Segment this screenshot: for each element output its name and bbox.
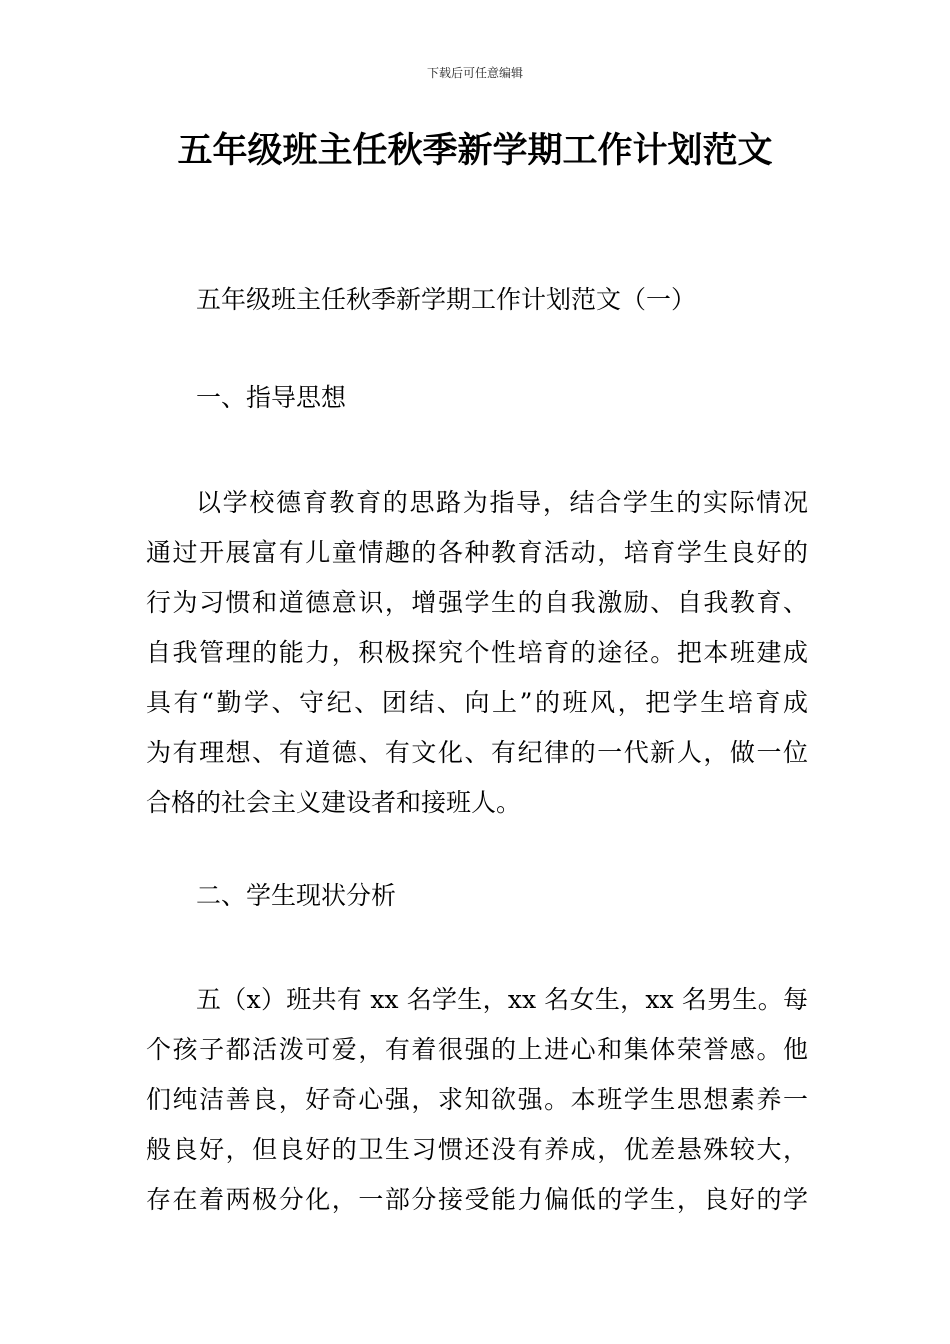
paragraph-line: 们纯洁善良，好奇心强，求知欲强。本班学生思想素养一: [146, 1085, 808, 1114]
section-paragraph-student-analysis: [146, 975, 808, 1225]
paragraph-line: 以学校德育教育的思路为指导，结合学生的实际情况: [196, 488, 808, 517]
paragraph-line: 合格的社会主义建设者和接班人。: [146, 788, 522, 817]
paragraph-line: 具有“勤学、守纪、团结、向上”的班风，把学生培育成: [146, 688, 808, 717]
paragraph-line: 五（x）班共有 xx 名学生，xx 名女生，xx 名男生。每: [196, 985, 808, 1014]
document-title: 五年级班主任秋季新学期工作计划范文: [177, 131, 773, 171]
paragraph-line: 般良好，但良好的卫生习惯还没有养成，优差悬殊较大，: [146, 1135, 808, 1164]
section-paragraph-guiding-ideology: [146, 478, 808, 828]
paragraph-line: 行为习惯和道德意识，增强学生的自我激励、自我教育、: [146, 588, 808, 617]
paragraph-line: 个孩子都活泼可爱，有着很强的上进心和集体荣誉感。他: [146, 1035, 808, 1064]
document-subtitle: 五年级班主任秋季新学期工作计划范文（一）: [196, 285, 697, 314]
paragraph-line: 自我管理的能力，积极探究个性培育的途径。把本班建成: [146, 638, 808, 667]
paragraph-line: 通过开展富有儿童情趣的各种教育活动，培育学生良好的: [146, 538, 808, 567]
section-heading-guiding-ideology: 一、指导思想: [196, 383, 347, 412]
paragraph-line: 存在着两极分化，一部分接受能力偏低的学生，良好的学: [146, 1185, 808, 1214]
paragraph-line: 为有理想、有道德、有文化、有纪律的一代新人，做一位: [146, 738, 808, 767]
section-heading-student-analysis: 二、学生现状分析: [196, 881, 397, 910]
header-note: 下载后可任意编辑: [426, 66, 523, 80]
